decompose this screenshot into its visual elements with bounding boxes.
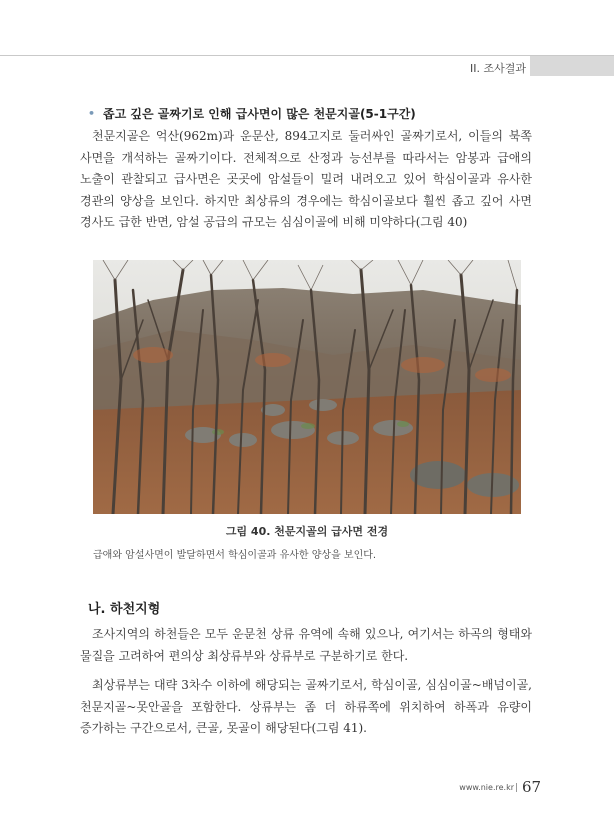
paragraph-line: 경관의 양상을 보인다. 하지만 최상류의 경우에는 학심이골보다 훨씬 좁고 깊어 사면 — [80, 193, 532, 208]
forest-slope-photo — [93, 260, 521, 514]
paragraph-line: 증가하는 구간으로서, 큰골, 못골이 해당된다(그림 41). — [80, 721, 367, 736]
footer-divider — [516, 783, 517, 792]
page-number: 67 — [522, 778, 542, 796]
figure-note: 급애와 암설사면이 발달하면서 학심이골과 유사한 양상을 보인다. — [93, 550, 377, 561]
section-heading-text: 좁고 깊은 골짜기로 인해 급사면이 많은 천문지골(5-1구간) — [103, 107, 416, 121]
subsection-heading: 나. 하천지형 — [88, 602, 161, 617]
header-rule — [0, 55, 614, 56]
bullet-icon: • — [88, 107, 96, 120]
paragraph-line: 최상류부는 대략 3차수 이하에 해당되는 골짜기로서, 학심이골, 심심이골~배넘이골, — [92, 678, 532, 692]
paragraph-cheonmunjigol — [80, 126, 532, 234]
figure-caption: 그림 40. 천문지골의 급사면 전경 — [225, 525, 389, 538]
paragraph-line: 천문지골은 억산(962m)과 운문산, 894고지로 둘러싸인 골짜기로서, 이들의 북쪽 — [92, 129, 532, 143]
footer-website: www.nie.re.kr — [459, 783, 514, 792]
paragraph-line: 사면을 개석하는 골짜기이다. 전체적으로 산정과 능선부를 따라서는 암봉과 급애의 — [80, 150, 532, 165]
running-header: II. 조사결과 — [470, 62, 526, 75]
paragraph-river-intro — [80, 624, 532, 667]
header-tab-block — [530, 56, 614, 76]
photo-illustration — [93, 260, 521, 514]
paragraph-line: 천문지골~못안골을 포함한다. 상류부는 좀 더 하류쪽에 위치하여 하폭과 유량이 — [80, 699, 532, 714]
paragraph-river-sections — [80, 675, 532, 740]
paragraph-line: 조사지역의 하천들은 모두 운문천 상류 유역에 속해 있으나, 여기서는 하곡의 형태와 — [92, 627, 532, 641]
section-heading — [88, 105, 416, 122]
paragraph-line: 노출이 관찰되고 급사면은 곳곳에 암설들이 밀려 내려오고 있어 학심이골과 유사한 — [80, 172, 532, 187]
paragraph-line: 물질을 고려하여 편의상 최상류부와 상류부로 구분하기로 한다. — [80, 648, 409, 663]
paragraph-line: 경사도 급한 반면, 암설 공급의 규모는 심심이골에 비해 미약하다(그림 40) — [80, 215, 468, 230]
